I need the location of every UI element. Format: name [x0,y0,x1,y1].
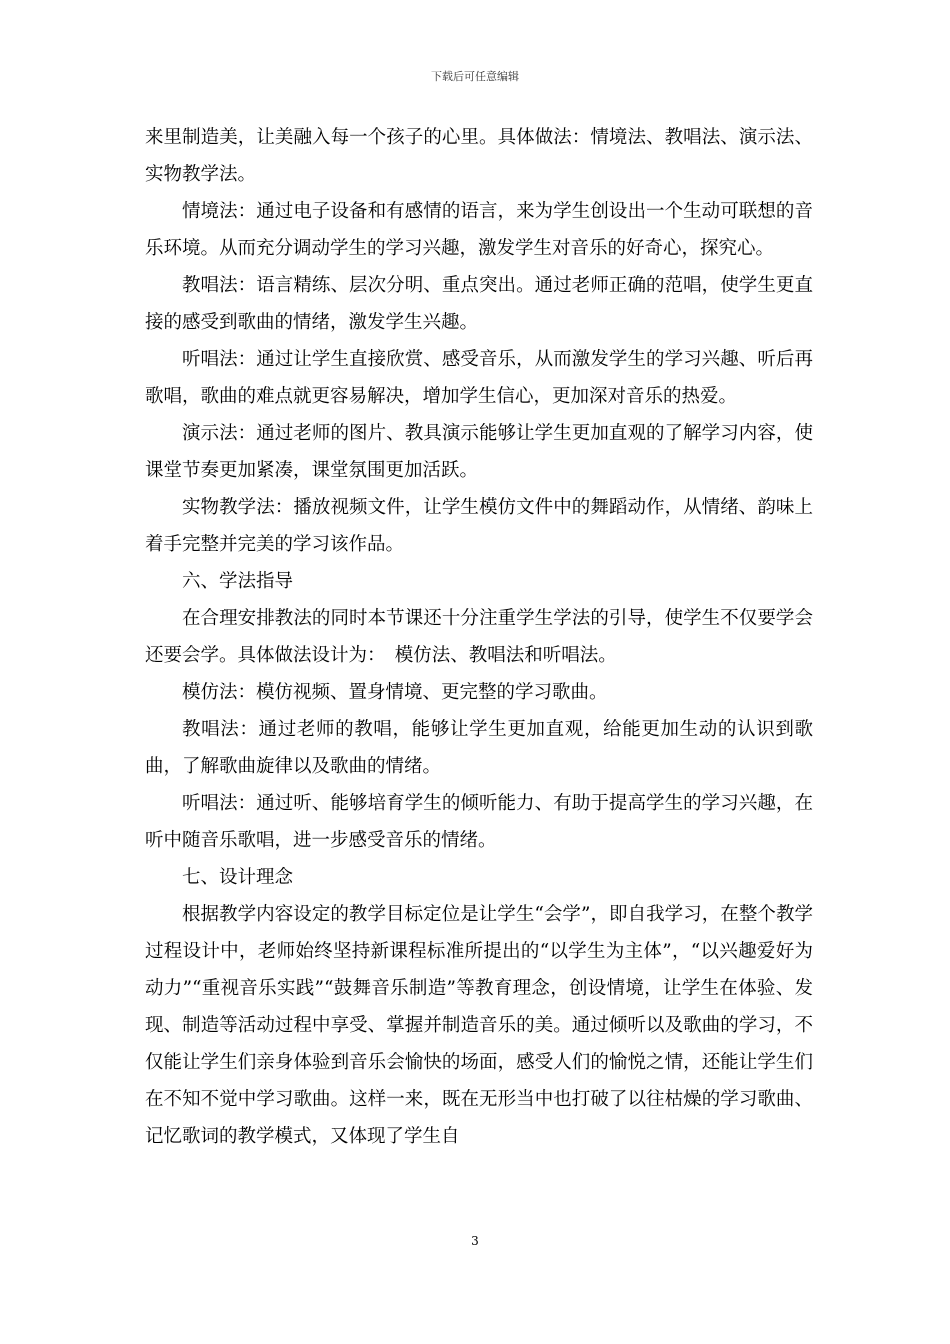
page-header: 下载后可任意编辑 [431,70,519,83]
paragraph: 在合理安排教法的同时本节课还十分注重学生学法的引导，使学生不仅要学会还要会学。具体做法设计为： 模仿法、教唱法和听唱法。 [145,608,813,666]
document-body [145,119,813,1155]
paragraph: 听唱法：通过听、能够培育学生的倾听能力、有助于提高学生的学习兴趣，在听中随音乐歌唱，进一步感受音乐的情绪。 [145,793,813,851]
page-number: 3 [471,1234,479,1248]
paragraph: 来里制造美，让美融入每一个孩子的心里。具体做法：情境法、教唱法、演示法、实物教学法。 [145,127,813,185]
paragraph: 听唱法：通过让学生直接欣赏、感受音乐，从而激发学生的学习兴趣、听后再歌唱，歌曲的难点就更容易解决，增加学生信心，更加深对音乐的热爱。 [145,349,813,407]
paragraph: 情境法：通过电子设备和有感情的语言，来为学生创设出一个生动可联想的音乐环境。从而充分调动学生的学习兴趣，激发学生对音乐的好奇心，探究心。 [145,201,813,259]
paragraph: 模仿法：模仿视频、置身情境、更完整的学习歌曲。 [182,682,608,703]
paragraph: 教唱法：通过老师的教唱，能够让学生更加直观，给能更加生动的认识到歌曲，了解歌曲旋律以及歌曲的情绪。 [145,719,813,777]
section-heading: 六、学法指导 [182,571,294,592]
paragraph: 教唱法：语言精练、层次分明、重点突出。通过老师正确的范唱，使学生更直接的感受到歌曲的情绪，激发学生兴趣。 [145,275,813,333]
paragraph: 实物教学法：播放视频文件，让学生模仿文件中的舞蹈动作，从情绪、韵味上着手完整并完美的学习该作品。 [145,497,813,555]
section-heading: 七、设计理念 [182,867,294,888]
paragraph: 演示法：通过老师的图片、教具演示能够让学生更加直观的了解学习内容，使课堂节奏更加紧凑，课堂氛围更加活跃。 [145,423,813,481]
paragraph: 根据教学内容设定的教学目标定位是让学生“会学”，即自我学习，在整个教学过程设计中，老师始终坚持新课程标准所提出的“以学生为主体”，“以兴趣爱好为动力”“重视音乐实践”“鼓舞音乐制造”等教育理念，创设情境，让学生在体验、发现、制造等活动过程中享受、掌握并制造音乐的美。通过倾听以及歌曲的学习，不仅能让学生们亲身体验到音乐会愉快的场面，感受人们的愉悦之情，还能让学生们在不知不觉中学习歌曲。这样一来，既在无形当中也打破了以往枯燥的学习歌曲、记忆歌词的教学模式，又体现了学生自 [145,904,813,1147]
